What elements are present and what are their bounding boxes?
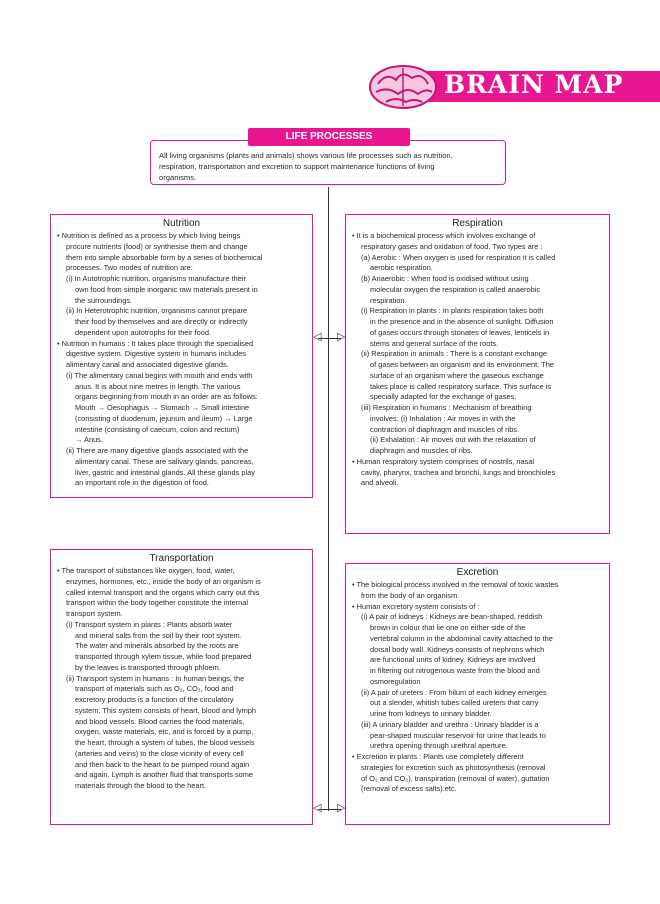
excretion-line: from the body of an organism. [361, 590, 460, 600]
respiration-line: takes place is called respiratory surface. This surface is [370, 381, 552, 391]
life-processes-box [150, 140, 506, 185]
nutrition-card [50, 214, 313, 498]
respiration-line: of gases occurs through stonates of leaves, lenticels in [370, 327, 550, 337]
nutrition-line: own food from simple inorganic raw materials present in [75, 284, 258, 294]
nutrition-line: • Nutrition in humans : It takes place through the specialised [57, 338, 254, 348]
arrow-left-icon: ◁ [313, 331, 322, 343]
nutrition-line: • Nutrition is defined as a process by which living beings [57, 231, 241, 240]
brain-icon [368, 64, 438, 110]
respiration-line: (iii) Respiration in humans : Mechanism of breathing [361, 403, 532, 412]
transportation-line: oxygen, waste materials, etc, and is forced by a pump, [75, 727, 254, 737]
excretion-title: Excretion [456, 567, 499, 578]
connector-trunk [328, 187, 329, 811]
respiration-line: respiration. [370, 295, 407, 305]
arrow-right-icon: ▷ [337, 331, 346, 343]
life-processes-text: All living organisms (plants and animals) shows various life processes such as nutrition, [159, 151, 453, 160]
transportation-line: • The transport of substances like oxygen, food, water, [57, 566, 235, 575]
transportation-line: (ii) Transport system in humans : In human beings, the [66, 673, 245, 683]
transportation-line: materials through the blood to the heart. [75, 781, 207, 790]
respiration-line: (ii) Exhalation : Air moves out with the relaxation of [370, 435, 536, 445]
transportation-line: transport system. [66, 609, 123, 618]
respiration-line: diaphragm and muscles of ribs. [370, 446, 473, 455]
excretion-line: • The biological process involved in the removal of toxic wastes [352, 580, 559, 589]
excretion-line: • Human excretory system consists of : [352, 601, 480, 611]
nutrition-line: (ii) There are many digestive glands associated with the [66, 446, 249, 455]
nutrition-line: their food by themselves and are directly or indirectly [75, 317, 248, 326]
life-processes-text: respiration, transportation and excretion to support maintenance functions of living [159, 162, 435, 171]
excretion-line: dorsal body wall. Kidneys consists of nephrons which [370, 644, 545, 654]
life-processes-text: organisms. [159, 173, 197, 182]
excretion-line: vertebral column in the abdominal cavity attached to the [370, 633, 553, 643]
nutrition-line: alimentary canal and associated digestive glands. [66, 360, 229, 369]
nutrition-line: → Anus. [75, 435, 103, 445]
excretion-line: urethra opening through urethral aperture. [370, 741, 508, 751]
excretion-line: • Excretion in plants : Plants use completely different [352, 752, 524, 761]
excretion-line: (ii) A pair of ureters : From hilum of each kidney emerges [361, 687, 547, 697]
respiration-line: (a) Aerobic : When oxygen is used for respiration it is called [361, 252, 556, 262]
respiration-line: respiratory gases and oxidation of food. Two types are : [361, 241, 543, 251]
transportation-line: transported through xylem tissue, while food prepared [75, 652, 252, 661]
respiration-line: involves: (i) Inhalation : Air moves in with the [370, 413, 516, 423]
transportation-line: (arteries and veins) to the close vicinity of every cell [75, 748, 244, 758]
nutrition-title: Nutrition [162, 218, 201, 229]
excretion-line: in filtering out nitrogenous waste from the blood and [370, 666, 540, 675]
transportation-line: transport of materials such as O₂, CO₂, food and [75, 684, 234, 694]
respiration-line: specially adapted for the exchange of gases. [370, 392, 517, 402]
page-title: BRAIN MAP [444, 70, 624, 99]
nutrition-line: anus. It is about nine metres in length. The various [75, 381, 241, 391]
nutrition-line: them into simple absorbable form by a series of biochemical [66, 252, 263, 262]
respiration-line: (ii) Respiration in animals : There is a constant exchange [361, 349, 547, 359]
nutrition-line: (i) In Autotrophic nutrition, organisms manufacture their [66, 274, 246, 283]
nutrition-line: processes. Two modes of nutrition are: [66, 263, 193, 273]
transportation-line: and again. Lymph is another fluid that transports some [75, 770, 254, 780]
excretion-card [345, 563, 610, 825]
nutrition-line: Mouth → Oesophagus → Stomach → Small intestine [75, 403, 250, 412]
nutrition-line: procure nutrients (food) or synthesise them and change [66, 241, 248, 251]
respiration-card [345, 214, 610, 534]
excretion-line: urine from kidneys to urinary bladder. [370, 709, 492, 718]
respiration-line: molecular oxygen the respiration is called anaerobic [370, 284, 541, 294]
excretion-line: are functional units of kidney. Kidneys are involved [370, 655, 536, 665]
respiration-line: (i) Respiration in plants : In plants respiration takes both [361, 306, 544, 316]
nutrition-line: liver, gastric and intestinal glands. All these glands play [75, 467, 255, 477]
respiration-line: surface of an organism where the gaseous exchange [370, 370, 544, 380]
respiration-line: cavity, pharynx, trachea and bronchi, lungs and bronchioles [361, 467, 556, 477]
transportation-line: by the leaves is transported through phloem. [75, 662, 221, 672]
transportation-line: and blood vessels. Blood carries the food materials, [75, 716, 245, 726]
nutrition-line: an important role in the digestion of food. [75, 478, 209, 488]
transportation-line: called internal transport and the organs which carry out this [66, 587, 260, 597]
nutrition-line: intestine (consisting of caecum, colon and rectum) [75, 424, 240, 434]
excretion-line: (iii) A urinary bladder and urethra : Urinary bladder is a [361, 719, 539, 729]
nutrition-line: organs beginning from mouth in an order are as follows: [75, 392, 258, 402]
excretion-line: osmoregulation [370, 676, 421, 686]
nutrition-line: digestive system. Digestive system in humans includes [66, 349, 246, 359]
transportation-line: the heart, through a system of tubes, the blood vessels [75, 738, 255, 747]
nutrition-line: (i) The alimentary canal begins with mouth and ends with [66, 370, 253, 380]
nutrition-line: (ii) In Heterotrophic nutrition, organisms cannot prepare [66, 306, 248, 316]
transportation-card [50, 549, 313, 825]
respiration-line: and alveoli. [361, 478, 399, 488]
nutrition-line: alimentary canal. These are salivary glands, pancreas, [75, 456, 254, 466]
respiration-line: aerobic respiration. [370, 263, 433, 273]
excretion-line: pear-shaped muscular reservoir for urine that leads to [370, 730, 546, 740]
respiration-line: (b) Anaerobic : When food is oxidised without using [361, 274, 529, 283]
transportation-line: transport within the body together constitute the internal [66, 598, 249, 608]
transportation-line: and mineral salts from the soil by their root system. [75, 630, 242, 640]
arrow-right-icon: ▷ [337, 802, 346, 814]
respiration-line: in the presence and in the absence of sunlight. Diffusion [370, 317, 554, 326]
respiration-line: • Human respiratory system comprises of nostrils, nasal [352, 456, 535, 466]
nutrition-line: (consisting of duodenum, jejunum and ileum) → Large [75, 413, 253, 423]
excretion-line: strategies for excretion such as photosynthesis (removal [361, 762, 546, 772]
transportation-line: system. This system consists of heart, blood and lymph [75, 705, 257, 715]
transportation-line: (i) Transport system in plants : Plants absorb water [66, 619, 233, 629]
nutrition-line: dependent upon autotrophs for their food. [75, 327, 212, 337]
transportation-title: Transportation [149, 553, 214, 564]
nutrition-line: the surroundings. [75, 295, 133, 305]
transportation-line: and then back to the heart to be pumped round again [75, 759, 250, 769]
excretion-line: out a slender, whitish tubes called ureters that carry [370, 698, 539, 708]
excretion-line: of O₂ and CO₂), transpiration (removal of water), guttation [361, 773, 550, 783]
excretion-line: (i) A pair of kidneys : Kidneys are bean-shaped, reddish [361, 612, 543, 622]
transportation-line: The water and minerals absorbed by the roots are [75, 641, 239, 651]
life-processes-label: LIFE PROCESSES [248, 128, 410, 146]
arrow-left-icon: ◁ [313, 802, 322, 814]
transportation-line: enzymes, hormones, etc., inside the body of an organism is [66, 576, 261, 586]
respiration-title: Respiration [452, 218, 503, 229]
excretion-line: brown in colour that lie one on either side of the [370, 623, 526, 632]
respiration-line: stems and general surface of the roots. [370, 338, 499, 348]
respiration-line: • It is a biochemical process which involves exchange of [352, 231, 536, 240]
transportation-line: excretory products is a function of the circulatory [75, 695, 234, 704]
respiration-line: contraction of diaphragm and muscles of ribs. [370, 424, 520, 434]
respiration-line: of gases between an organism and its environment. The [370, 360, 554, 369]
excretion-line: (removal of excess salts).etc. [361, 784, 457, 794]
